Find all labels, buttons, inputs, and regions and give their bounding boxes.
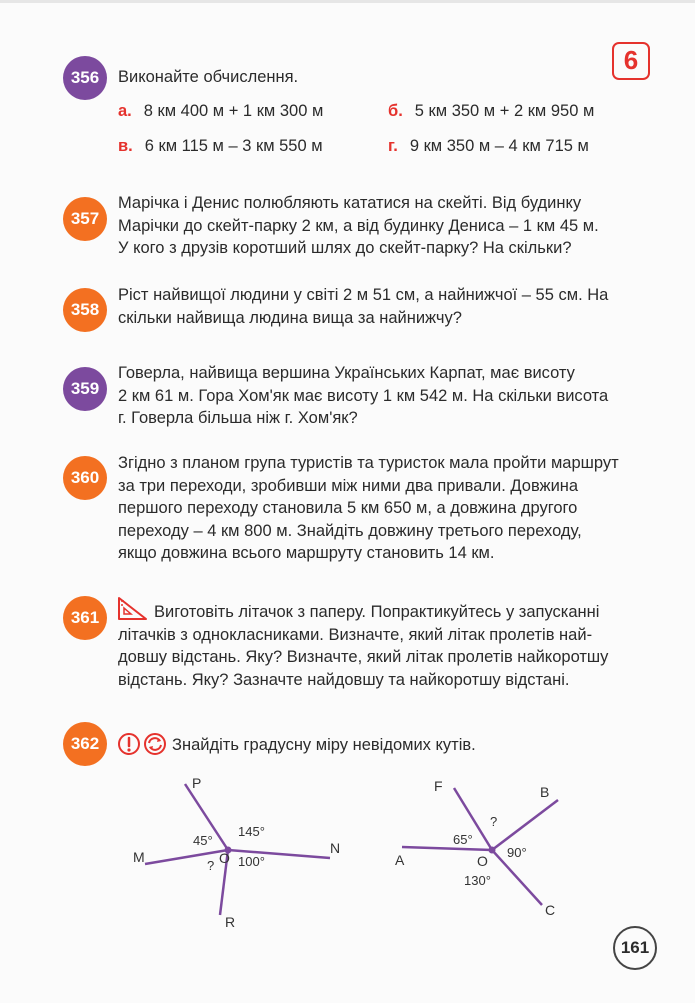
item-expression: 6 км 115 м – 3 км 550 м bbox=[144, 137, 323, 155]
item-letter: г. bbox=[388, 137, 398, 155]
text-line: довшу відстань. Яку? Визначте, який літак пролетів найкоротшу bbox=[118, 648, 609, 666]
text-line: переходу – 4 км 800 м. Знайдіть довжину третього переходу, bbox=[118, 521, 582, 540]
text-line: скільки найвища людина вища за найнижчу? bbox=[118, 308, 462, 327]
label-m: M bbox=[133, 849, 145, 865]
task-number-356: 356 bbox=[63, 56, 107, 100]
task-number-357: 357 bbox=[63, 197, 107, 241]
task-359-text bbox=[118, 362, 634, 430]
label-o: O bbox=[477, 853, 488, 869]
task-number-362: 362 bbox=[63, 722, 107, 766]
text-line: Говерла, найвища вершина Українських Карпат, має висоту bbox=[118, 364, 575, 382]
angle-unknown: ? bbox=[207, 858, 215, 873]
angle-90: 90° bbox=[507, 845, 527, 860]
text-line: за три переходи, зробивши між ними два привали. Довжина bbox=[118, 476, 579, 495]
text-line: Згідно з планом група туристів та туристок мала пройти маршрут bbox=[118, 454, 619, 472]
text-line: відстань. Яку? Зазначте найдовшу та найкоротшу відстані. bbox=[118, 670, 570, 689]
task-357-text bbox=[118, 192, 634, 260]
text-line: г. Говерла більша ніж г. Хом'як? bbox=[118, 409, 358, 427]
item-expression: 8 км 400 м + 1 км 300 м bbox=[143, 102, 324, 120]
task-number-361: 361 bbox=[63, 596, 107, 640]
angle-unknown: ? bbox=[490, 814, 498, 829]
ray-om bbox=[145, 850, 228, 864]
text-line: Марічка і Денис полюбляють кататися на скейті. Від будинку bbox=[118, 194, 582, 212]
angle-130: 130° bbox=[464, 873, 491, 888]
task-362-text: Знайдіть градусну міру невідомих кутів. bbox=[172, 736, 476, 754]
page-number: 161 bbox=[613, 926, 657, 970]
label-f: F bbox=[434, 778, 443, 794]
task-358-text bbox=[118, 284, 634, 329]
text-line: Виготовіть літачок з паперу. Попрактикуйтесь у запусканні bbox=[154, 603, 600, 621]
text-line: 2 км 61 м. Гора Хом'як має висоту 1 км 542 м. На скільки висота bbox=[118, 386, 609, 405]
label-r: R bbox=[225, 914, 236, 930]
task-356-item-a bbox=[118, 102, 323, 121]
task-356-text: Виконайте обчислення. bbox=[118, 68, 299, 86]
top-rule bbox=[0, 0, 695, 3]
item-letter: б. bbox=[388, 102, 403, 120]
item-expression: 9 км 350 м – 4 км 715 м bbox=[409, 137, 589, 155]
task-361-text bbox=[118, 601, 634, 691]
label-a: A bbox=[395, 852, 405, 868]
angle-figure-2 bbox=[390, 770, 590, 940]
vertex-o bbox=[489, 847, 496, 854]
label-b: B bbox=[540, 784, 550, 800]
angle-100: 100° bbox=[238, 854, 265, 869]
ray-ob bbox=[492, 800, 558, 850]
angle-145: 145° bbox=[238, 824, 265, 839]
ray-oa bbox=[402, 847, 492, 850]
task-number-358: 358 bbox=[63, 288, 107, 332]
task-number-360: 360 bbox=[63, 456, 107, 500]
exclamation-icon bbox=[117, 732, 141, 756]
text-line: першого переходу становила 5 км 650 м, а довжина другого bbox=[118, 499, 578, 517]
task-360-text bbox=[118, 452, 634, 565]
text-line: Марічки до скейт-парку 2 км, а від будинку Дениса – 1 км 45 м. bbox=[118, 216, 599, 235]
item-letter: в. bbox=[118, 137, 133, 155]
item-expression: 5 км 350 м + 2 км 950 м bbox=[414, 102, 595, 120]
angle-45: 45° bbox=[193, 833, 213, 848]
angle-65: 65° bbox=[453, 832, 473, 847]
chapter-number: 6 bbox=[612, 42, 650, 80]
label-n: N bbox=[330, 840, 341, 856]
task-number-359: 359 bbox=[63, 367, 107, 411]
task-356-item-d bbox=[388, 137, 589, 156]
label-p: P bbox=[192, 775, 202, 791]
text-line: літачків з однокласниками. Визначте, який літак пролетів най- bbox=[118, 625, 593, 644]
task-356-item-b bbox=[388, 102, 594, 121]
label-c: C bbox=[545, 902, 556, 918]
text-line: У кого з друзів коротший шлях до скейт-парку? На скільки? bbox=[118, 239, 572, 257]
label-o: O bbox=[219, 850, 230, 866]
refresh-cycle-icon bbox=[143, 732, 167, 756]
text-line: якщо довжина всього маршруту становить 14 км. bbox=[118, 544, 495, 562]
angle-figure-1 bbox=[125, 770, 355, 940]
text-line: Ріст найвищої людини у світі 2 м 51 см, а найнижчої – 55 см. На bbox=[118, 286, 609, 304]
task-356-item-c bbox=[118, 137, 323, 156]
item-letter: а. bbox=[118, 102, 132, 120]
